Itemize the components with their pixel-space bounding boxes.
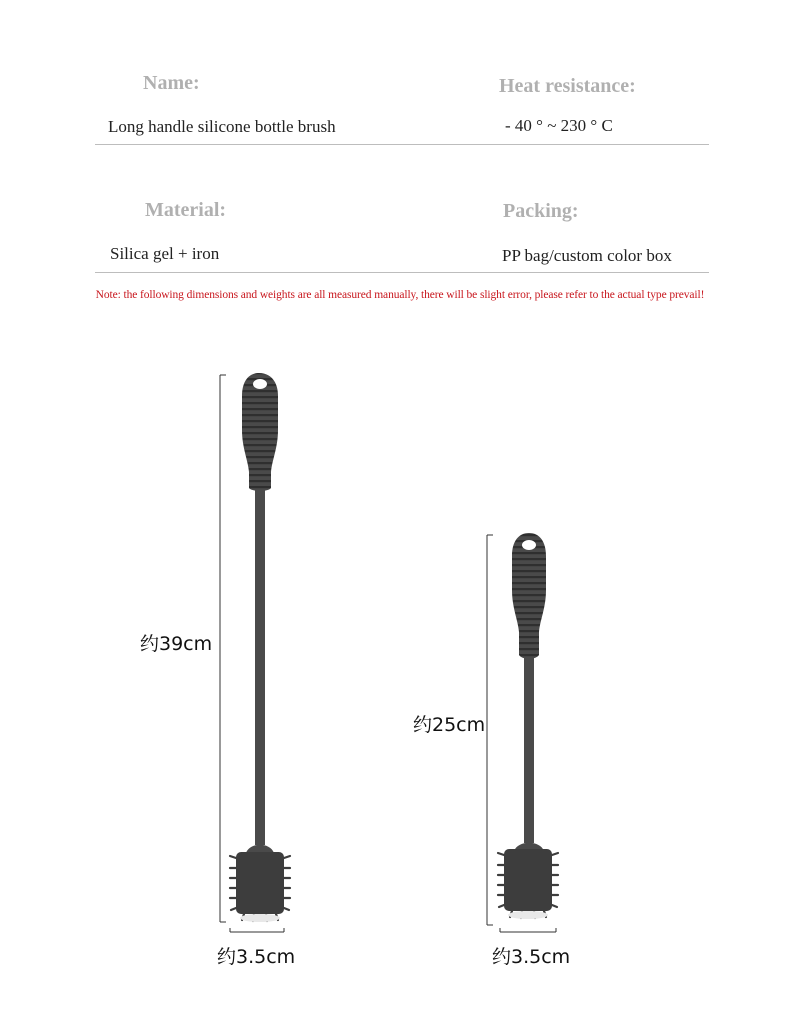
short-brush-image <box>487 533 558 932</box>
material-label: Material: <box>145 199 227 221</box>
packing-value: PP bag/custom color box <box>502 246 672 265</box>
heat-resistance-value: - 40 ° ~ 230 ° C <box>505 116 613 135</box>
packing-label: Packing: <box>503 200 579 222</box>
long-brush-image <box>220 373 290 932</box>
short-brush-width: 约3.5cm <box>492 946 571 968</box>
long-brush-length: 约39cm <box>140 633 213 655</box>
long-brush-width: 约3.5cm <box>217 946 296 968</box>
name-value: Long handle silicone bottle brush <box>108 117 336 136</box>
short-brush-length: 约25cm <box>413 714 486 736</box>
name-label: Name: <box>143 72 200 94</box>
measurement-note: Note: the following dimensions and weights are all measured manually, there will be slight error, please refer to the actual type prevail! <box>95 289 705 301</box>
material-value: Silica gel + iron <box>110 244 220 263</box>
heat-resistance-label: Heat resistance: <box>499 75 636 97</box>
